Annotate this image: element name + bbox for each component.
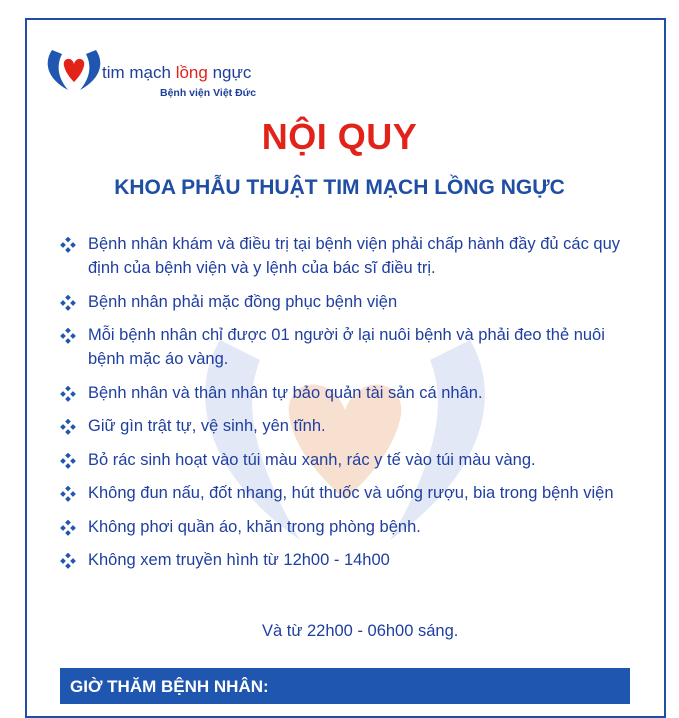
diamond-bullet-icon: [60, 453, 76, 469]
diamond-bullet-icon: [60, 328, 76, 344]
rules-note: Và từ 22h00 - 06h00 sáng.: [262, 622, 459, 640]
diamond-bullet-icon: [60, 295, 76, 311]
rule-item: Bỏ rác sinh hoạt vào túi màu xanh, rác y tế vào túi màu vàng.: [60, 448, 630, 472]
rule-item: Bệnh nhân phải mặc đồng phục bệnh viện: [60, 290, 630, 314]
rule-item: Không đun nấu, đốt nhang, hút thuốc và uống rượu, bia trong bệnh viện: [60, 481, 630, 505]
diamond-bullet-icon: [60, 553, 76, 569]
rule-item: Bệnh nhân và thân nhân tự bảo quản tài sản cá nhân.: [60, 381, 630, 405]
diamond-bullet-icon: [60, 237, 76, 253]
diamond-bullet-icon: [60, 520, 76, 536]
hospital-name: Bệnh viện Việt Đức: [160, 87, 257, 99]
diamond-bullet-icon: [60, 386, 76, 402]
visiting-hours-header: GIỜ THĂM BỆNH NHÂN:: [60, 668, 630, 704]
brand-name: tim mạch lồng ngực: [102, 63, 252, 82]
rule-item: Không phơi quần áo, khăn trong phòng bệnh.: [60, 515, 630, 539]
diamond-bullet-icon: [60, 419, 76, 435]
rule-item: Không xem truyền hình từ 12h00 - 14h00: [60, 548, 630, 572]
heart-logo-icon: [44, 44, 104, 94]
page-title: NỘI QUY: [261, 116, 418, 157]
rules-list: [60, 232, 630, 582]
department-title: KHOA PHẪU THUẬT TIM MẠCH LỒNG NGỰC: [114, 176, 565, 199]
diamond-bullet-icon: [60, 486, 76, 502]
hospital-logo: [44, 44, 284, 104]
rule-item: Bệnh nhân khám và điều trị tại bệnh viện phải chấp hành đầy đủ các quy định của bệnh viện và y lệnh của bác sĩ điều trị.: [60, 232, 630, 280]
rule-item: Mỗi bệnh nhân chỉ được 01 người ở lại nuôi bệnh và phải đeo thẻ nuôi bệnh mặc áo vàng.: [60, 323, 630, 371]
rule-item: Giữ gìn trật tự, vệ sinh, yên tĩnh.: [60, 414, 630, 438]
